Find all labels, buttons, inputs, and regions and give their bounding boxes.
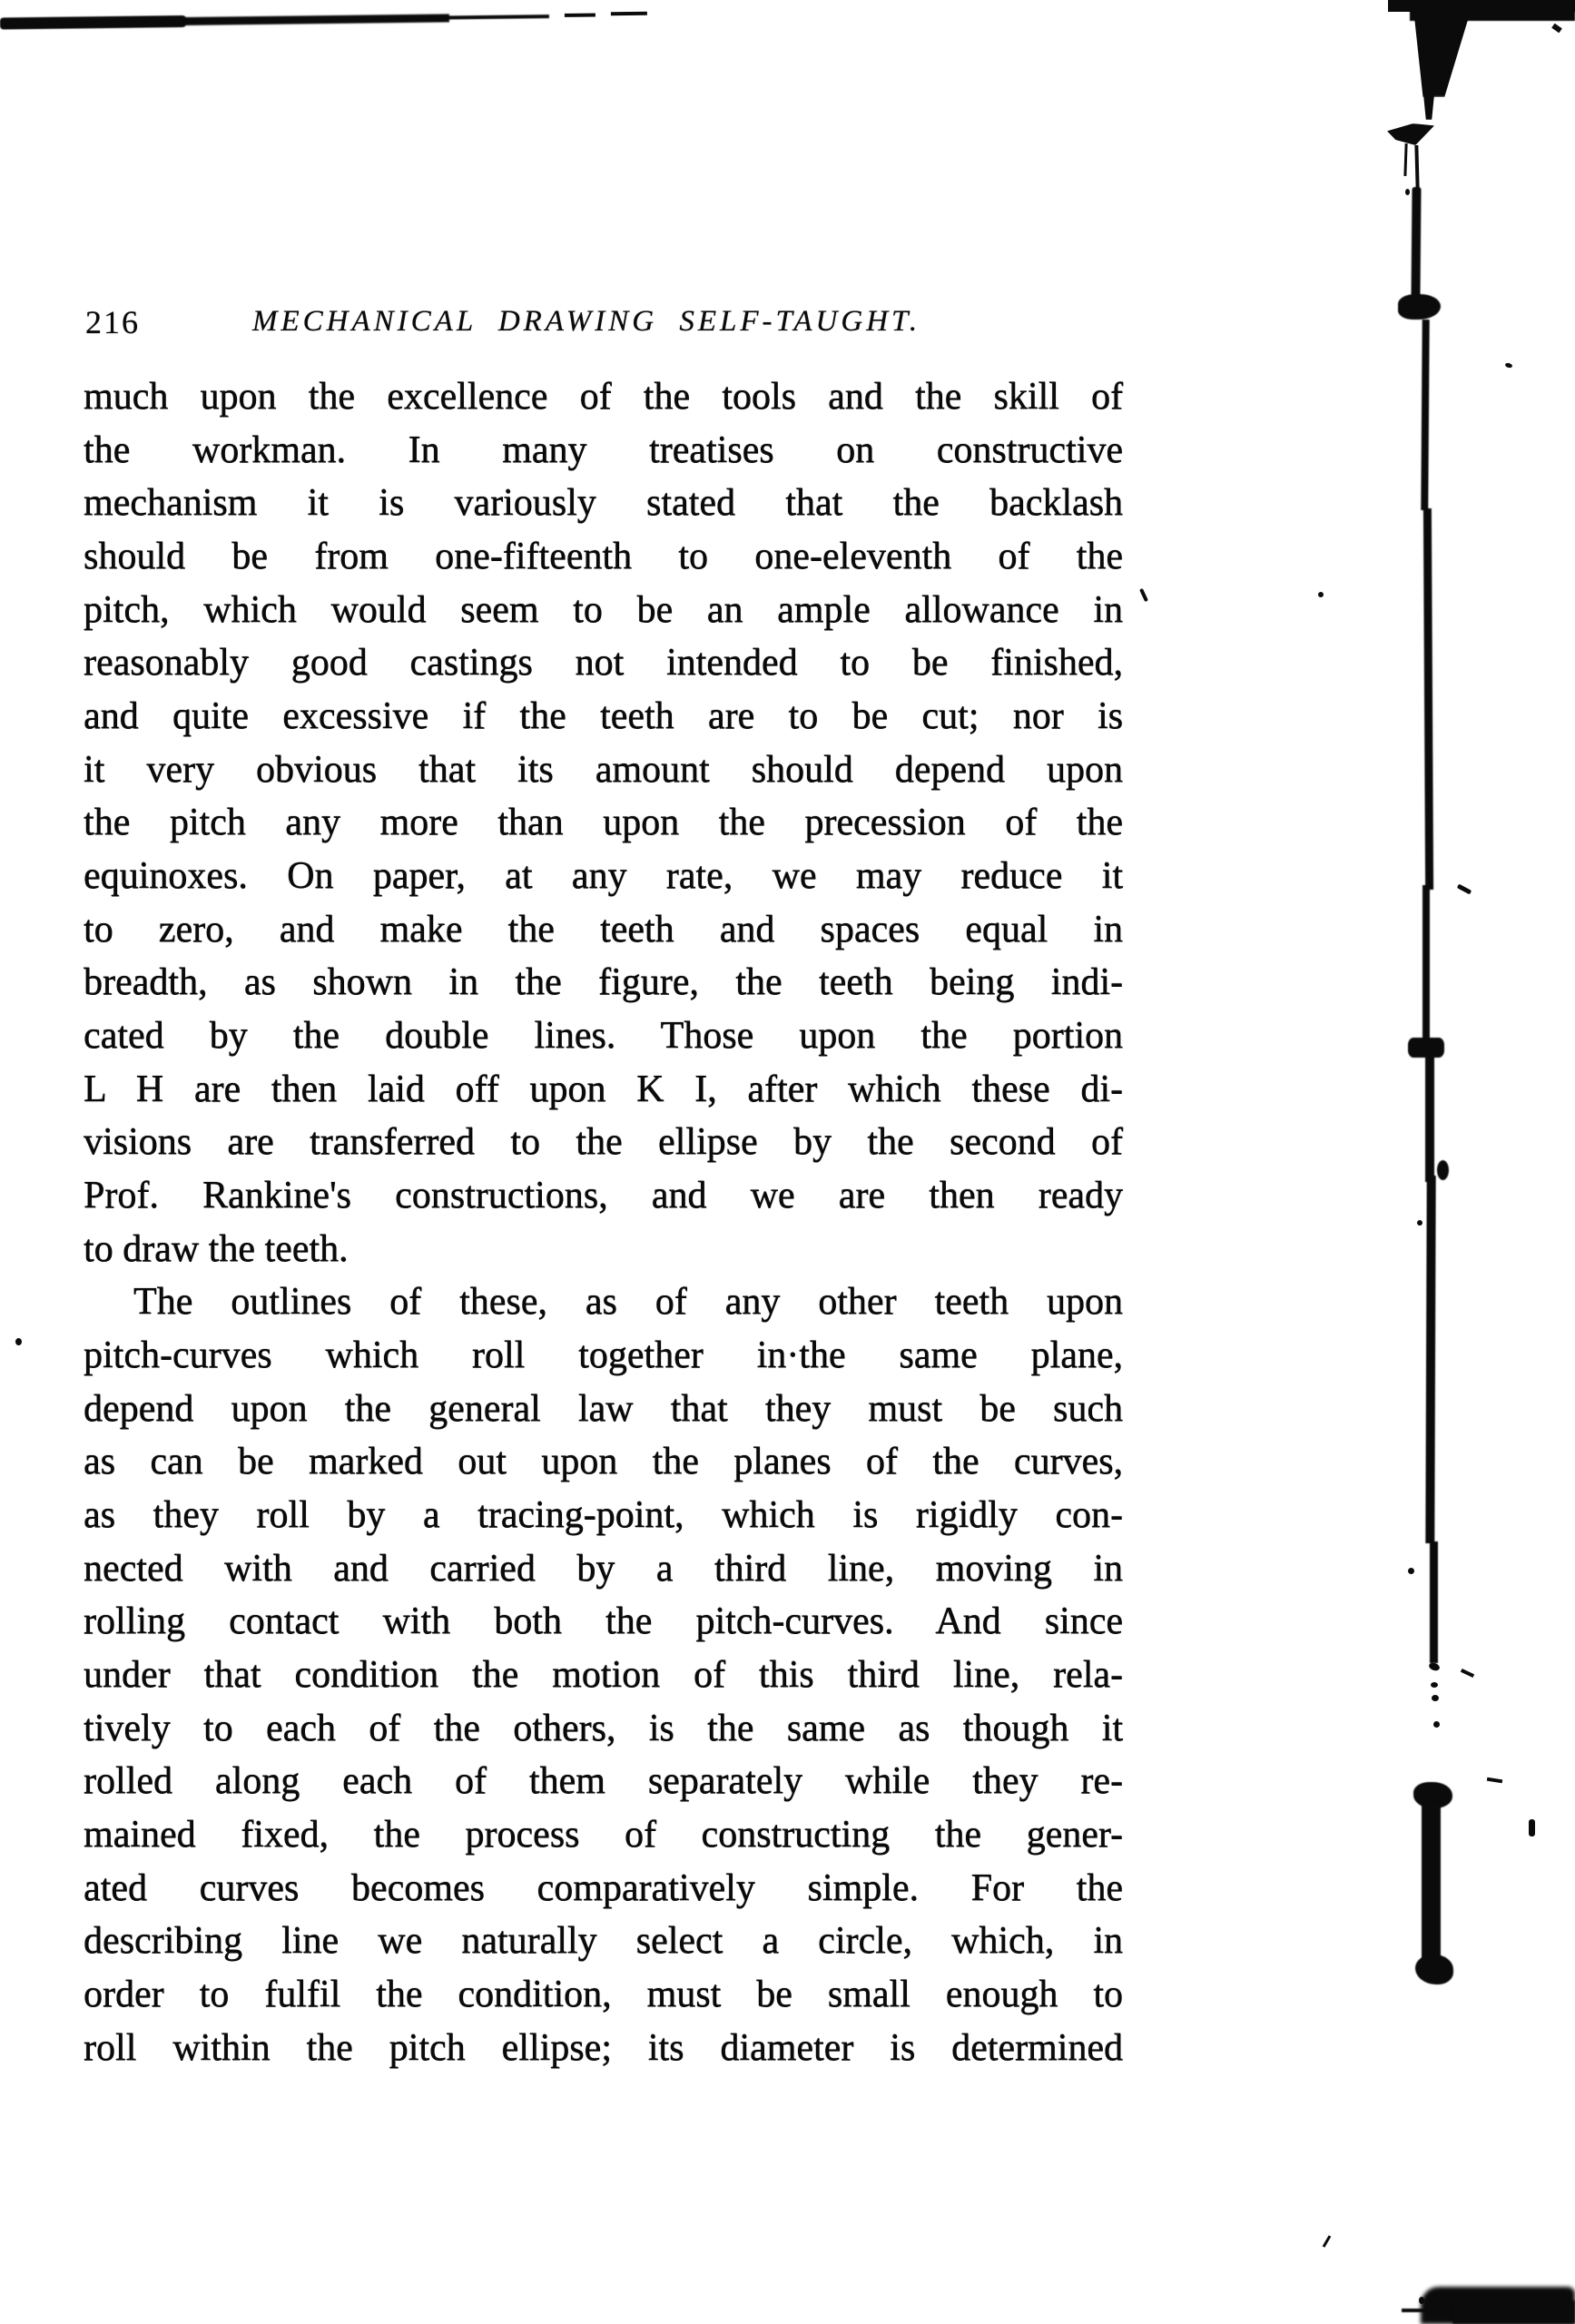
scan-gutter-hairline xyxy=(1414,145,1419,189)
text-line: as they roll by a tracing-point, which is rigidly con- xyxy=(84,1494,1123,1537)
scan-top-edge-streak xyxy=(0,2,663,46)
scan-speck xyxy=(1139,588,1148,602)
text-line: to zero, and make the teeth and spaces equal in xyxy=(84,908,1123,950)
scan-corner-wedge xyxy=(1413,11,1471,97)
scan-gutter-heavy-bar xyxy=(1422,1801,1441,1965)
scan-gutter-heavy-bar xyxy=(1415,1955,1453,1984)
text-line: cated by the double lines. Those upon the portion xyxy=(84,1015,1123,1058)
text-line: Prof. Rankine's constructions, and we are then ready xyxy=(84,1175,1123,1217)
scan-gutter-streak xyxy=(1422,885,1430,1044)
text-line: mechanism it is variously stated that the backlash xyxy=(84,482,1123,525)
scan-speck xyxy=(1318,592,1324,597)
scan-corner-wedge xyxy=(1422,91,1436,120)
scan-speck xyxy=(1408,1568,1414,1574)
text-line: equinoxes. On paper, at any rate, we may reduce it xyxy=(84,855,1123,898)
text-line: breadth, as shown in the figure, the teeth being indi- xyxy=(84,961,1123,1004)
text-line: order to fulfil the condition, must be small enough to xyxy=(84,1974,1123,2016)
scan-speck xyxy=(1428,1661,1441,1672)
scan-gutter-streak xyxy=(1425,1176,1435,1543)
text-line: depend upon the general law that they must be such xyxy=(84,1387,1123,1430)
text-line: reasonably good castings not intended to be finished, xyxy=(84,642,1123,684)
scan-gutter-streak xyxy=(1421,320,1429,510)
scan-speck xyxy=(1487,1777,1502,1784)
scan-speck xyxy=(1461,1669,1474,1678)
page-number: 216 xyxy=(85,304,140,340)
scan-gutter-mark xyxy=(1387,123,1434,145)
scan-speck xyxy=(1432,1695,1439,1701)
text-line: pitch, which would seem to be an ample allowance in xyxy=(84,588,1123,631)
text-line: The outlines of these, as of any other teeth upon xyxy=(133,1281,1123,1324)
scan-speck xyxy=(1405,189,1410,195)
text-line: describing line we naturally select a circle, which, in xyxy=(84,1920,1123,1963)
page-text xyxy=(84,370,1123,2075)
scan-gutter-bar xyxy=(1411,187,1421,298)
scan-speck xyxy=(1504,362,1512,369)
text-line: rolled along each of them separately while they re- xyxy=(84,1760,1123,1803)
text-line: rolling contact with both the pitch-curves. And since xyxy=(84,1600,1123,1643)
text-line: tively to each of the others, is the same as though it xyxy=(84,1707,1123,1749)
text-line: the workman. In many treatises on constructive xyxy=(84,428,1123,471)
scan-speck xyxy=(1431,1682,1438,1688)
text-line: pitch-curves which roll together in·the same plane, xyxy=(84,1334,1123,1377)
text-line: the pitch any more than upon the precession of the xyxy=(84,802,1123,844)
text-line: visions are transferred to the ellipse by the second of xyxy=(84,1121,1123,1164)
text-line: roll within the pitch ellipse; its diameter is determined xyxy=(84,2026,1123,2069)
scan-gutter-hairline xyxy=(1403,143,1407,176)
scan-gutter-lobe xyxy=(1437,1160,1449,1180)
scan-speck xyxy=(1433,1721,1440,1728)
scan-speck xyxy=(1457,884,1472,895)
scan-bottom-smudge xyxy=(1402,2309,1465,2312)
scan-gutter-streak xyxy=(1423,508,1433,890)
text-line: to draw the teeth. xyxy=(84,1227,349,1270)
scan-speck xyxy=(1419,2297,1424,2304)
text-line: L H are then laid off upon K I, after which these di- xyxy=(84,1068,1123,1110)
scan-speck xyxy=(1551,24,1562,34)
text-line: nected with and carried by a third line, moving in xyxy=(84,1547,1123,1590)
scan-gutter-streak xyxy=(1425,1055,1434,1182)
running-title: MECHANICAL DRAWING SELF-TAUGHT. xyxy=(252,305,921,338)
scan-speck xyxy=(1323,2235,1332,2248)
scan-bottom-smudge xyxy=(1452,2300,1575,2324)
text-line: much upon the excellence of the tools and the skill of xyxy=(84,376,1123,418)
text-line: under that condition the motion of this third line, rela- xyxy=(84,1654,1123,1697)
text-line: mained fixed, the process of constructing the gener- xyxy=(84,1814,1123,1856)
text-line: as can be marked out upon the planes of the curves, xyxy=(84,1441,1123,1483)
text-line: it very obvious that its amount should depend upon xyxy=(84,748,1123,791)
scan-gutter-streak xyxy=(1430,1541,1438,1663)
text-line: ated curves becomes comparatively simple. For the xyxy=(84,1866,1123,1909)
scan-speck xyxy=(1417,1220,1422,1226)
text-line: and quite excessive if the teeth are to be cut; nor is xyxy=(84,695,1123,738)
scan-speck xyxy=(15,1338,22,1345)
text-line: should be from one-fifteenth to one-eleventh of the xyxy=(84,536,1123,578)
scan-speck xyxy=(1529,1819,1535,1837)
scan-gutter-blob xyxy=(1398,294,1441,320)
